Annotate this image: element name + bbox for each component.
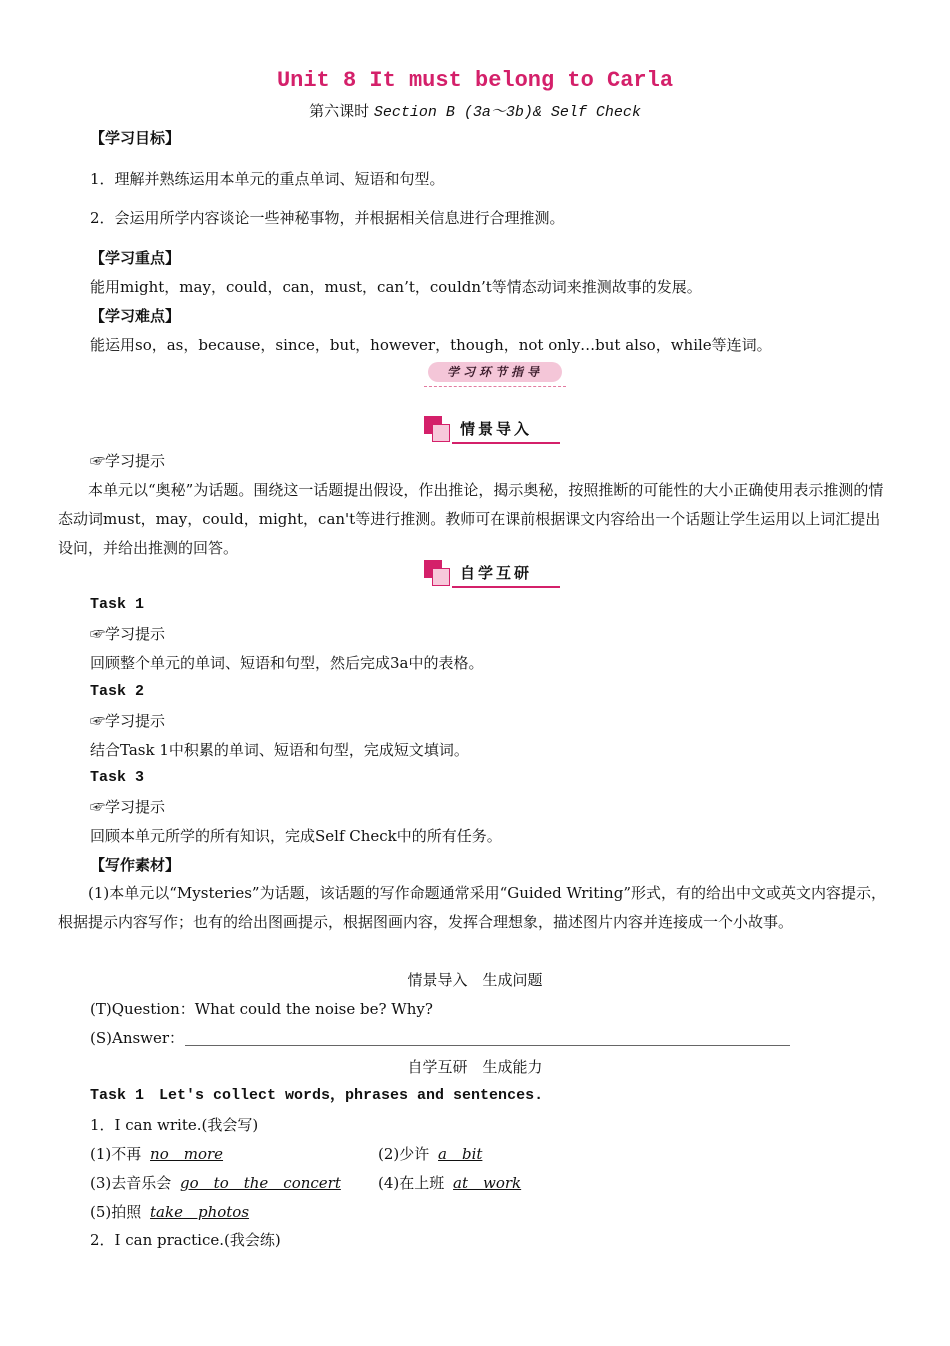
vocab-answer: no more [150,1145,224,1163]
section-intro-header [424,416,560,444]
writing-heading: 【写作素材】 [90,856,181,874]
task-text: 回顾整个单元的单词、短语和句型，然后完成3a中的表格。 [90,654,484,672]
objective-item: 1．理解并熟练运用本单元的重点单词、短语和句型。 [90,170,445,188]
vocab-cn: (4)在上班 [378,1174,445,1192]
task-text: 回顾本单元所学的所有知识，完成Self Check中的所有任务。 [90,827,502,845]
vocab-answer: go to the concert [180,1174,341,1192]
vocab-item [90,1144,223,1164]
task-title: Task 1 Let's collect words，phrases and sentences. [90,1087,544,1104]
section-underline [452,442,560,444]
answer-label: (S)Answer： [90,1029,185,1047]
task-name: Task 3 [90,769,145,786]
vocab-item [378,1144,482,1164]
vocab-answer: a bit [438,1145,483,1163]
difficulties-text: 能运用so，as，because，since，but，however，though，not only…but also，while等连词。 [90,336,772,354]
vocab-answer: take photos [150,1203,250,1221]
section-intro-label: 情景导入 [460,420,533,438]
tip-label: ☞学习提示 [90,452,166,470]
guide-banner [424,362,566,387]
section-square-icon [432,424,450,442]
objective-item: 2．会运用所学内容谈论一些神秘事物，并根据相关信息进行合理推测。 [90,209,565,227]
lesson-number: 第六课时 [309,102,370,120]
task-text: 结合Task 1中积累的单词、短语和句型，完成短文填词。 [90,741,469,759]
guide-banner-label: 学习环节指导 [428,362,562,382]
lesson-section: Section B (3a～3b)& Self Check [373,104,641,121]
task-name: Task 2 [90,683,145,700]
tip-label: ☞学习提示 [90,798,166,816]
unit-title: Unit 8 It must belong to Carla [276,68,674,93]
practice-label: 2．I can practice.(我会练) [90,1231,281,1249]
section-selfstudy-header [424,560,560,588]
vocab-cn: (2)少许 [378,1145,430,1163]
vocab-item [378,1173,521,1193]
key-points-text: 能用might，may，could，can，must，can’t，couldn’t等情态动词来推测故事的发展。 [90,278,702,296]
study-part-heading: 自学互研 生成能力 [407,1058,543,1076]
key-points-heading: 【学习重点】 [90,249,181,267]
vocab-cn: (1)不再 [90,1145,142,1163]
intro-part-heading: 情景导入 生成问题 [407,971,543,989]
tip-label: ☞学习提示 [90,625,166,643]
answer-blank[interactable] [185,1045,790,1046]
vocab-cn: (3)去音乐会 [90,1174,172,1192]
tip-label: ☞学习提示 [90,712,166,730]
intro-paragraph: 本单元以“奥秘”为话题。围绕这一话题提出假设，作出推论，揭示奥秘，按照推断的可能性的大小正确使用表示推测的情态动词must，may，could，might，can't等进行推测。教师可在课前根据课文内容给出一个话题让学生运用以上词汇提出设问，并给出推测的回答。 [58,481,884,557]
writing-paragraph: (1)本单元以“Mysteries”为话题，该话题的写作命题通常采用“Guided Writing”形式，有的给出中文或英文内容提示，根据提示内容写作；也有的给出图画提示，根据图画内容，发挥合理想象，描述图片内容并连接成一个小故事。 [58,884,886,931]
write-label: 1．I can write.(我会写) [90,1116,259,1134]
difficulties-heading: 【学习难点】 [90,307,181,325]
vocab-item [90,1173,341,1193]
vocab-item [90,1202,249,1222]
lesson-subtitle [0,100,950,121]
vocab-cn: (5)拍照 [90,1203,142,1221]
section-square-icon [432,568,450,586]
objectives-heading: 【学习目标】 [90,129,181,147]
task-name: Task 1 [90,596,145,613]
section-underline [452,586,560,588]
question-text: (T)Question：What could the noise be? Why? [90,1000,433,1018]
vocab-answer: at work [453,1174,522,1192]
section-selfstudy-label: 自学互研 [460,564,533,582]
